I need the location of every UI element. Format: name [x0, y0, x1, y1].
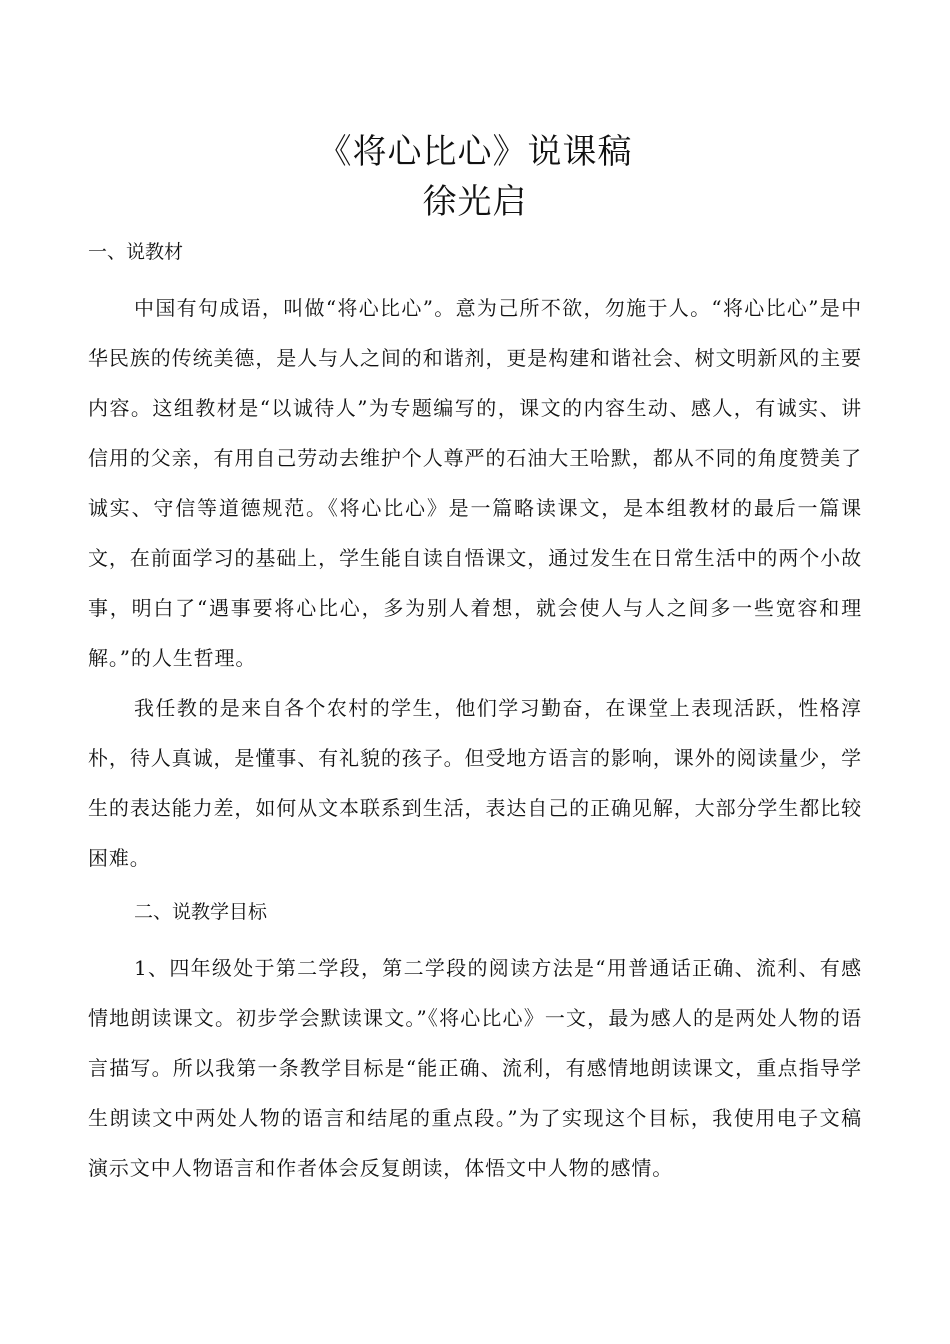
paragraph-student-analysis: 我任教的是来自各个农村的学生，他们学习勤奋，在课堂上表现活跃，性格淳朴，待人真诚，是懂事、有礼貌的孩子。但受地方语言的影响，课外的阅读量少，学生的表达能力差，如何从文本联系到生活，表达自己的正确见解，大部分学生都比较困难。: [88, 696, 862, 870]
document-author: 徐光启: [422, 182, 528, 222]
paragraph-goal-one: 1、四年级处于第二学段，第二学段的阅读方法是“用普通话正确、流利、有感情地朗读课文。初步学会默读课文。”《将心比心》一文，最为感人的是两处人物的语言描写。所以我第一条教学目标是“能正确、流利，有感情地朗读课文，重点指导学生朗读文中两处人物的语言和结尾的重点段。”为了实现这个目标，我使用电子文稿演示文中人物语言和作者体会反复朗读，体悟文中人物的感情。: [88, 956, 862, 1180]
section-heading-goals: 二、说教学目标: [134, 901, 268, 923]
document-body: [88, 233, 862, 1193]
section-heading-textbook: 一、说教材: [88, 241, 184, 263]
paragraph-textbook-intro: 中国有句成语，叫做“将心比心”。意为己所不欲，勿施于人。“将心比心”是中华民族的传统美德，是人与人之间的和谐剂，更是构建和谐社会、树文明新风的主要内容。这组教材是“以诚待人”为专题编写的，课文的内容生动、感人，有诚实、讲信用的父亲，有用自己劳动去维护个人尊严的石油大王哈默，都从不同的角度赞美了诚实、守信等道德规范。《将心比心》是一篇略读课文，是本组教材的最后一篇课文，在前面学习的基础上，学生能自读自悟课文，通过发生在日常生活中的两个小故事，明白了“遇事要将心比心，多为别人着想，就会使人与人之间多一些宽容和理解。”的人生哲理。: [88, 296, 862, 670]
document-title: 《将心比心》说课稿: [317, 132, 633, 172]
